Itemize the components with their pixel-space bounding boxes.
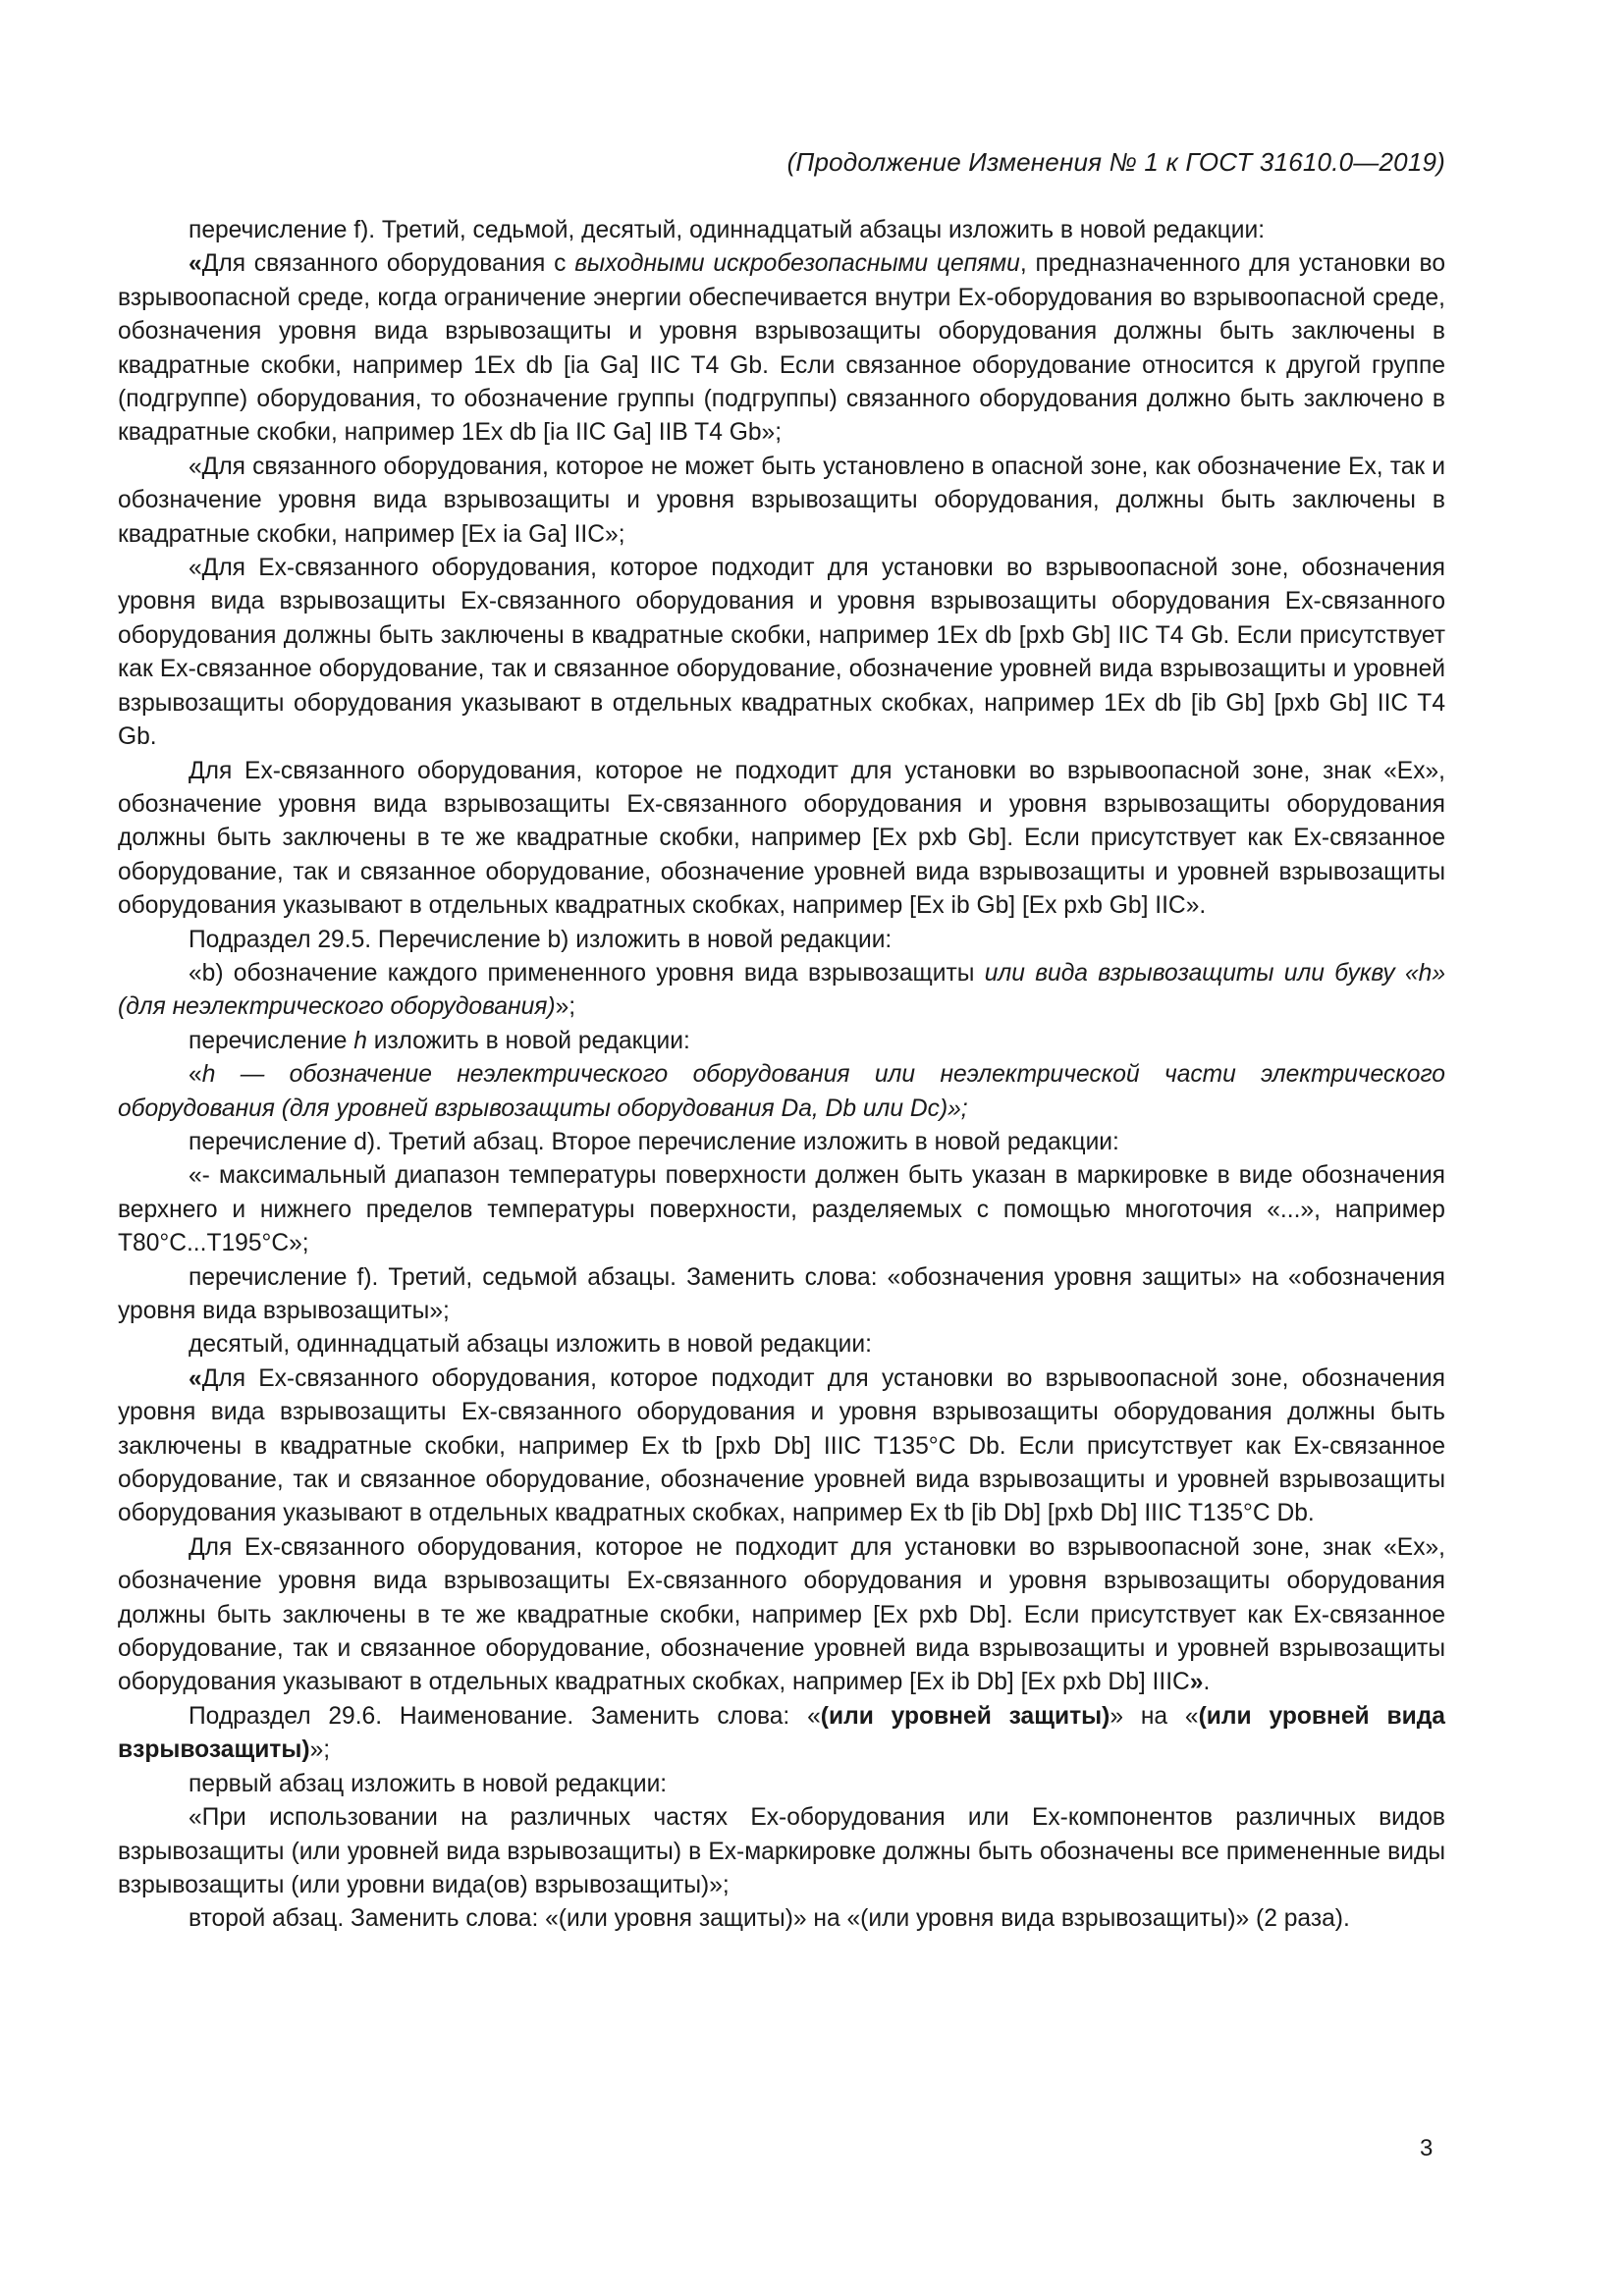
text-run: Подраздел 29.6. Наименование. Заменить слова: « — [189, 1702, 821, 1730]
paragraph — [118, 1902, 1445, 1936]
paragraph — [118, 1058, 1445, 1126]
text-run: «b) обозначение каждого примененного уровня вида взрывозащиты — [189, 959, 985, 987]
paragraph — [118, 1025, 1445, 1058]
text-run: «При использовании на различных частях Ex-оборудования или Ex-компонентов различных видов взрывозащиты (или уровней вида взрывозащиты) в Ex-маркировке должны быть обозначены все примененные виды взрывозащиты (или уровни вида(ов) взрывозащиты)»; — [118, 1804, 1445, 1898]
text-run: h — обозначение неэлектрического оборудования или неэлектрической части электрического оборудования (для уровней взрывозащиты оборудования Da, Db или Dc)»; — [118, 1061, 1445, 1122]
paragraph — [118, 1362, 1445, 1531]
text-run: Для Ex-связанного оборудования, которое не подходит для установки во взрывоопасной зоне, знак «Ex», обозначение уровня вида взрывозащиты Ex-связанного оборудования и уровня взрывозащиты оборудования должны быть заключены в те же квадратные скобки, например [Ex pxb Gb]. Если присутствует как Ex-связанное оборудование, так и связанное оборудование, обозначение уровней вида взрывозащиты и уровней взрывозащиты оборудования указывают в отдельных квадратных скобках, например [Ex ib Gb] [Ex pxb Gb] IIC». — [118, 757, 1445, 920]
paragraph — [118, 1531, 1445, 1700]
paragraph — [118, 247, 1445, 450]
text-run: . — [1203, 1669, 1211, 1696]
paragraph — [118, 1700, 1445, 1768]
paragraph — [118, 924, 1445, 957]
text-run: перечисление d). Третий абзац. Второе перечисление изложить в новой редакции: — [189, 1128, 1119, 1155]
paragraph — [118, 1126, 1445, 1159]
paragraph — [118, 755, 1445, 924]
text-run: Для Ex-связанного оборудования, которое подходит для установки во взрывоопасной зоне, обозначения уровня вида взрывозащиты Ex-связанного оборудования и уровня взрывозащиты оборудования должны быть заключены в квадратные скобки, например Ex tb [pxb Db] IIIC T135°C Db. Если присутствует как Ex-связанное оборудование, так и связанное оборудование, обозначение уровней вида взрывозащиты и уровней взрывозащиты оборудования указывают в отдельных квадратных скобках, например Ex tb [ib Db] [pxb Db] IIIC T135°C Db. — [118, 1364, 1445, 1527]
text-run: выходными искробезопасными цепями — [574, 250, 1020, 278]
text-run: Подраздел 29.5. Перечисление b) изложить в новой редакции: — [189, 926, 893, 953]
paragraph — [118, 1768, 1445, 1801]
text-run: Для связанного оборудования с — [201, 250, 575, 278]
text-run: перечисление — [189, 1027, 354, 1054]
text-run: изложить в новой редакции: — [366, 1027, 690, 1054]
text-run: «- максимальный диапазон температуры поверхности должен быть указан в маркировке в виде обозначения верхнего и нижнего пределов температуры поверхности, разделяемых с помощью многоточия «...», например T80°C...T195°C»; — [118, 1162, 1445, 1257]
text-run: »; — [309, 1736, 331, 1764]
text-run: перечисление f). Третий, седьмой, десятый, одиннадцатый абзацы изложить в новой редакции: — [189, 217, 1266, 243]
page-header: (Продолжение Изменения № 1 к ГОСТ 31610.0—2019) — [786, 147, 1445, 177]
text-run: »; — [555, 993, 576, 1021]
paragraph — [118, 552, 1445, 754]
text-run: « — [189, 1061, 202, 1089]
paragraph — [118, 1801, 1445, 1902]
paragraph — [118, 1328, 1445, 1362]
text-run: перечисление f). Третий, седьмой абзацы. Заменить слова: «обозначения уровня защиты» на «обозначения уровня вида взрывозащиты»; — [118, 1263, 1445, 1324]
document-body — [118, 214, 1445, 1937]
text-run: » на « — [1110, 1702, 1199, 1730]
paragraph — [118, 957, 1445, 1025]
text-run: «Для связанного оборудования, которое не может быть установлено в опасной зоне, как обозначение Ex, так и обозначение уровня вида взрывозащиты и уровня взрывозащиты оборудования, должны быть заключены в квадратные скобки, например [Ex ia Ga] IIC»; — [118, 453, 1445, 548]
text-run: « — [189, 250, 202, 278]
text-run: десятый, одиннадцатый абзацы изложить в новой редакции: — [189, 1331, 872, 1359]
text-run: Для Ex-связанного оборудования, которое не подходит для установки во взрывоопасной зоне, знак «Ex», обозначение уровня вида взрывозащиты Ex-связанного оборудования и уровня взрывозащиты оборудования должны быть заключены в те же квадратные скобки, например [Ex pxb Db]. Если присутствует как Ex-связанное оборудование, так и связанное оборудование, обозначение уровней вида взрывозащиты и уровней взрывозащиты оборудования указывают в отдельных квадратных скобках, например [Ex ib Db] [Ex pxb Db] IIIC — [118, 1533, 1445, 1696]
text-run: второй абзац. Заменить слова: «(или уровня защиты)» на «(или уровня вида взрывозащиты)» (2 раза). — [189, 1905, 1350, 1933]
text-run: (или уровней защиты) — [820, 1702, 1110, 1730]
text-run: h — [353, 1027, 367, 1054]
paragraph — [118, 1261, 1445, 1329]
text-run: первый абзац изложить в новой редакции: — [189, 1770, 668, 1797]
paragraph — [118, 1159, 1445, 1260]
text-run: «Для Ex-связанного оборудования, которое подходит для установки во взрывоопасной зоне, обозначения уровня вида взрывозащиты Ex-связанного оборудования и уровня взрывозащиты оборудования Ex-связанного оборудования должны быть заключены в квадратные скобки, например 1Ex db [pxb Gb] IIC T4 Gb. Если присутствует как Ex-связанное оборудование, так и связанное оборудование, обозначение уровней вида взрывозащиты и уровней взрывозащиты оборудования указывают в отдельных квадратных скобках, например 1Ex db [ib Gb] [pxb Gb] IIC T4 Gb. — [118, 555, 1445, 751]
text-run: , предназначенного для установки во взрывоопасной среде, когда ограничение энергии обеспечивается внутри Ex-оборудования во взрывоопасной среде, обозначения уровня вида взрывозащиты и уровня взрывозащиты оборудования должны быть заключены в квадратные скобки, например 1Ex db [ia Ga] IIC T4 Gb. Если связанное оборудование относится к другой группе (подгруппе) оборудования, то обозначение группы (подгруппы) связанного оборудования должно быть заключено в квадратные скобки, например 1Ex db [ia IIC Ga] IIB T4 Gb»; — [118, 250, 1445, 447]
text-run: » — [1189, 1669, 1204, 1696]
paragraph — [118, 451, 1445, 552]
paragraph — [118, 214, 1445, 247]
text-run: « — [189, 1364, 202, 1392]
text-run: или вида взрывозащиты или букву «h» (для неэлектрического оборудования) — [118, 959, 1446, 1021]
text-run: (или уровней вида взрывозащиты) — [118, 1702, 1445, 1764]
page-number: 3 — [1420, 2135, 1434, 2162]
